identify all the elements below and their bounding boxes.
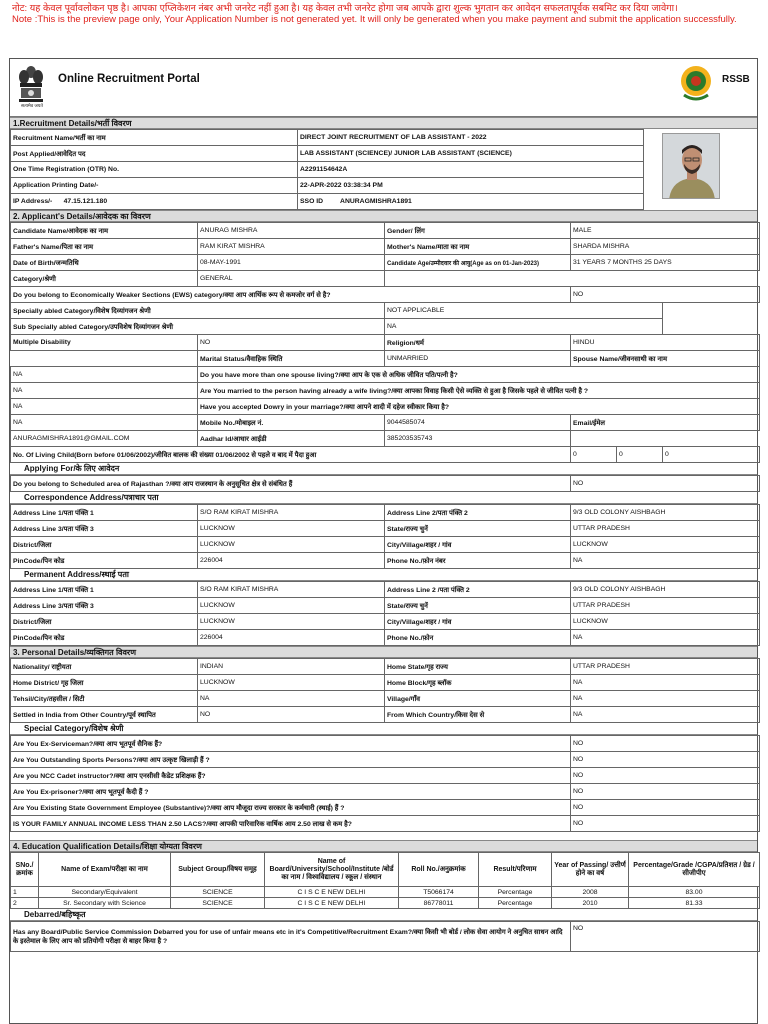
table-row: Address Line 1/पता पंक्ति 1 S/O RAM KIRAT MISHRA Address Line 2/पता पंक्ति 2 9/3 OLD COLONY AISHBAGH xyxy=(11,505,760,521)
table-row: Do you belong to Economically Weaker Sections (EWS) category/क्या आप आर्थिक रूप से कमजोर वर्ग से है? NO xyxy=(11,287,760,303)
table-row: ANURAGMISHRA1891@GMAIL.COM Aadhar Id/आधार आईडी 385203535743 xyxy=(11,431,760,447)
ip-value: 47.15.121.180 xyxy=(63,198,108,205)
table-row: Marital Status/वैवाहिक स्थिति UNMARRIED Spouse Name/जीवनसाथी का नाम xyxy=(11,351,760,367)
table-row: Application Printing Date/- 22-APR-2022 03:38:34 PM xyxy=(11,178,644,194)
table-row: Settled in India from Other Country/पूर्व स्थापित NO From Which Country/किस देस से NA xyxy=(11,707,760,723)
table-row xyxy=(11,194,644,210)
recruitment-section-title: 1.Recruitment Details/भर्ती विवरण xyxy=(10,117,757,129)
table-row: Post Applied/आवेदित पद LAB ASSISTANT (SCIENCE)/ JUNIOR LAB ASSISTANT (SCIENCE) xyxy=(11,146,644,162)
correspondence-table xyxy=(10,504,760,569)
applicant-table xyxy=(10,222,760,463)
table-row: Recruitment Name/भर्ती का नाम DIRECT JOINT RECRUITMENT OF LAB ASSISTANT - 2022 xyxy=(11,130,644,146)
personal-section-title: 3. Personal Details/व्यक्तिगत विवरण xyxy=(10,646,757,658)
education-section-title: 4. Education Qualification Details/शिक्षा योग्यता विवरण xyxy=(10,840,757,852)
table-row: 1 Secondary/Equivalent SCIENCE C I S C E NEW DELHI T5066174 Percentage 2008 83.00 xyxy=(11,887,760,898)
table-row: Are You Ex-Serviceman?/क्या आप भूतपूर्व सैनिक हैं? NO xyxy=(11,736,760,752)
special-category-table xyxy=(10,735,760,832)
table-row: IS YOUR FAMILY ANNUAL INCOME LESS THAN 2.50 LACS?/क्या आपकी पारिवारिक वार्षिक आय 2.50 लाख से कम है? NO xyxy=(11,816,760,832)
table-row: Father's Name/पिता का नाम RAM KIRAT MISHRA Mother's Name/माता का नाम SHARDA MISHRA xyxy=(11,239,760,255)
table-row: No. Of Living Child(Born before 01/06/2002)/जीवित बालक की संख्या 01/06/2002 से पहले व बाद में पैदा हुआ 0 0 0 xyxy=(11,447,760,463)
table-row: NA Do you have more than one spouse living?/क्या आप के एक से अधिक जीवित पति/पत्नी है? xyxy=(11,367,760,383)
table-row: Are You Outstanding Sports Persons?/क्या आप उत्कृष्ट खिलाड़ी हैं ? NO xyxy=(11,752,760,768)
table-row: Are you NCC Cadet instructor?/क्या आप एनसीसी कैडेट प्रशिक्षक हैं? NO xyxy=(11,768,760,784)
table-row: Sub Specially abled Category/उपविशेष दिव्यांगजन श्रेणी NA xyxy=(11,319,760,335)
table-row: Are You Ex-prisoner?/क्या आप भूतपूर्व कैदी हैं ? NO xyxy=(11,784,760,800)
table-row: NA Have you accepted Dowry in your marriage?/क्या आपने शादी में दहेज स्वीकार किया है? xyxy=(11,399,760,415)
table-row: Address Line 3/पता पंक्ति 3 LUCKNOW State/राज्य चुनें UTTAR PRADESH xyxy=(11,598,760,614)
candidate-photo xyxy=(662,133,720,199)
portal-header xyxy=(10,59,757,117)
applicant-section-title: 2. Applicant's Details/आवेदक का विवरण xyxy=(10,210,757,222)
table-row: NA Are You married to the person having already a wife living?/क्या आपका विवाह किसी ऐसे व्यक्ति से हुआ है जिसके पहले से जीवित पत्नी है ? xyxy=(11,383,760,399)
correspondence-title: Correspondence Address/पत्राचार पता xyxy=(10,492,757,504)
table-row: PinCode/पिन कोड 226004 Phone No./फ़ोन NA xyxy=(11,630,760,646)
table-row: 2 Sr. Secondary with Science SCIENCE C I S C E NEW DELHI 86778011 Percentage 2010 81.33 xyxy=(11,898,760,909)
sso-label: SSO ID xyxy=(300,198,324,205)
table-row: Address Line 1/पता पंक्ति 1 S/O RAM KIRAT MISHRA Address Line 2 /पता पंक्ति 2 9/3 OLD COLONY AISHBAGH xyxy=(11,582,760,598)
table-row: Category/श्रेणी GENERAL xyxy=(11,271,760,287)
table-row: One Time Registration (OTR) No. A2291154642A xyxy=(11,162,644,178)
table-row: District/जिला LUCKNOW City/Village/शहर / गांव LUCKNOW xyxy=(11,537,760,553)
education-table xyxy=(10,852,760,909)
table-row: Has any Board/Public Service Commission Debarred you for use of unfair means etc in it's Competitive/Recruitment Exam?/क्या किसी भी बोर्ड / लोक सेवा आयोग ने अनुचित साधन आदि के इस्तेमाल के लिए आप को प्रतियोगी परीक्षा से बाहर किया है ? NO xyxy=(11,922,760,952)
recruitment-section xyxy=(10,129,757,210)
preview-notice xyxy=(12,4,764,25)
table-row: Do you belong to Scheduled area of Rajasthan ?/क्या आप राजस्थान के अनुसूचित क्षेत्र से संबंधित हैं NO xyxy=(11,476,760,492)
table-row: Home District/ गृह जिला LUCKNOW Home Block/गृह ब्लॉक NA xyxy=(11,675,760,691)
table-row: Nationality/ राष्ट्रीयता INDIAN Home State/गृह राज्य UTTAR PRADESH xyxy=(11,659,760,675)
recruitment-table xyxy=(10,129,644,210)
table-row: Multiple Disability NO Religion/धर्म HINDU xyxy=(11,335,760,351)
table-row: Candidate Name/आवेदक का नाम ANURAG MISHRA Gender/ लिंग MALE xyxy=(11,223,760,239)
notice-english: Note :This is the preview page only, Your Application Number is not generated yet. It will only be generated when you make payment and submit the application successfully. xyxy=(12,13,737,25)
permanent-table xyxy=(10,581,760,646)
ip-label: IP Address/- xyxy=(13,198,53,205)
sso-value: ANURAGMISHRA1891 xyxy=(340,198,412,205)
table-row: Address Line 3/पता पंक्ति 3 LUCKNOW State/राज्य चुनें UTTAR PRADESH xyxy=(11,521,760,537)
debarred-table xyxy=(10,921,760,952)
special-category-title: Special Category/विशेष श्रेणी xyxy=(10,723,757,735)
table-row: Are You Existing State Government Employee (Substantive)?/क्या आप मौजूदा राज्य सरकार के कर्मचारी (स्थाई) हैं ? NO xyxy=(11,800,760,816)
table-row: Tehsil/City/तहसील / सिटी NA Village/गाँव NA xyxy=(11,691,760,707)
portal-title: Online Recruitment Portal xyxy=(58,73,200,85)
emblem-motto: सत्यमेव जयते xyxy=(21,103,43,108)
table-row: Date of Birth/जन्मतिथि 08-MAY-1991 Candidate Age/उम्मीदवार की आयु(Age as on 01-Jan-2023) 31 YEARS 7 MONTHS 25 DAYS xyxy=(11,255,760,271)
personal-table xyxy=(10,658,760,723)
candidate-photo-image xyxy=(663,134,720,199)
table-row: Specially abled Category/विशेष दिव्यांगजन श्रेणी NOT APPLICABLE xyxy=(11,303,760,319)
applying-for-table xyxy=(10,475,760,492)
table-row: PinCode/पिन कोड 226004 Phone No./फ़ोन नंबर NA xyxy=(11,553,760,569)
table-row: NA Mobile No./मोबाइल नं. 9044585074 Email/ईमेल xyxy=(11,415,760,431)
education-header-row: SNo./ क्रमांक Name of Exam/परीक्षा का नाम Subject Group/विषय समूह Name of Board/University/School/Institute /बोर्ड का नाम / विश्वविद्यालय / स्कूल / संस्थान Roll No./अनुक्रमांक Result/परिणाम Year of Passing/ उत्तीर्ण होने का वर्ष Percentage/Grade /CGPA/प्रतिशत / ग्रेड / सीजीपीए xyxy=(11,853,760,887)
notice-hindi: नोट: यह केवल पूर्वावलोकन पृष्ठ है। आपका एप्लिकेशन नंबर अभी जनरेट नहीं हुआ है। यह केवल तभी जनरेट होगा जब आपके द्वारा शुल्क भुगतान कर आवेदन सफलतापूर्वक सबमिट कर दिया जावेगा। xyxy=(12,3,678,14)
table-row: District/जिला LUCKNOW City/Village/शहर / गांव LUCKNOW xyxy=(11,614,760,630)
application-sheet xyxy=(9,58,758,1024)
rssb-logo-icon xyxy=(678,63,714,103)
debarred-title: Debarred/बहिष्कृत xyxy=(10,909,757,921)
org-name: RSSB xyxy=(722,74,750,85)
permanent-title: Permanent Address/स्थाई पता xyxy=(10,569,757,581)
applying-for-title: Applying For/के लिए आवेदन xyxy=(10,463,757,475)
